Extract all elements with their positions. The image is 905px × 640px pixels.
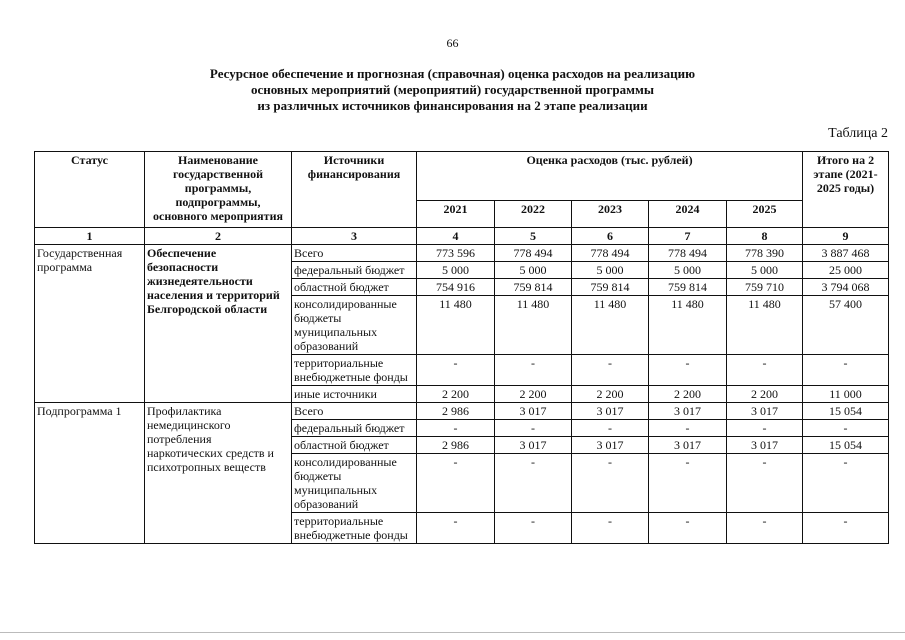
header-sources: Источники финансирования [292, 152, 417, 228]
year-value-cell: 778 494 [572, 245, 649, 262]
header-total: Итого на 2 этапе (2021-2025 годы) [803, 152, 889, 228]
header-year: 2021 [417, 201, 495, 228]
column-number-row [35, 228, 889, 245]
total-value-cell: - [803, 420, 889, 437]
column-number: 1 [35, 228, 145, 245]
column-number: 6 [572, 228, 649, 245]
year-value-cell: - [495, 513, 572, 544]
year-value-cell: 11 480 [417, 296, 495, 355]
year-value-cell: 5 000 [649, 262, 727, 279]
year-value-cell: 759 814 [572, 279, 649, 296]
funding-source-cell: областной бюджет [292, 279, 417, 296]
year-value-cell: - [649, 420, 727, 437]
column-number: 4 [417, 228, 495, 245]
funding-source-cell: территориальные внебюджетные фонды [292, 355, 417, 386]
table-row [35, 403, 889, 420]
year-value-cell: - [495, 454, 572, 513]
budget-table [34, 151, 889, 544]
column-number: 8 [727, 228, 803, 245]
year-value-cell: 11 480 [727, 296, 803, 355]
page-number: 66 [446, 36, 459, 50]
table-row [35, 245, 889, 262]
year-value-cell: - [727, 420, 803, 437]
year-value-cell: - [649, 454, 727, 513]
year-value-cell: 2 986 [417, 403, 495, 420]
total-value-cell: 11 000 [803, 386, 889, 403]
year-value-cell: 2 200 [649, 386, 727, 403]
year-value-cell: 3 017 [495, 437, 572, 454]
program-name-cell: Обеспечение безопасности жизнедеятельности населения и территорий Белгородской области [145, 245, 292, 403]
year-value-cell: 11 480 [572, 296, 649, 355]
year-value-cell: 759 710 [727, 279, 803, 296]
year-value-cell: - [649, 513, 727, 544]
total-value-cell: 15 054 [803, 403, 889, 420]
year-value-cell: 2 200 [417, 386, 495, 403]
funding-source-cell: федеральный бюджет [292, 420, 417, 437]
year-value-cell: 759 814 [495, 279, 572, 296]
total-value-cell: 25 000 [803, 262, 889, 279]
column-number: 5 [495, 228, 572, 245]
year-value-cell: 759 814 [649, 279, 727, 296]
table-body [35, 228, 889, 544]
bottom-rule [0, 632, 905, 634]
status-cell: Государственная программа [35, 245, 145, 403]
year-value-cell: - [727, 355, 803, 386]
header-estimate: Оценка расходов (тыс. рублей) [417, 152, 803, 201]
funding-source-cell: Всего [292, 403, 417, 420]
funding-source-cell: иные источники [292, 386, 417, 403]
total-value-cell: 15 054 [803, 437, 889, 454]
year-value-cell: 11 480 [649, 296, 727, 355]
year-value-cell: - [572, 355, 649, 386]
total-value-cell: 3 887 468 [803, 245, 889, 262]
year-value-cell: 3 017 [572, 403, 649, 420]
year-value-cell: 773 596 [417, 245, 495, 262]
year-value-cell: 778 494 [495, 245, 572, 262]
header-year: 2022 [495, 201, 572, 228]
program-name-cell: Профилактика немедицинского потребления наркотических средств и психотропных веществ [145, 403, 292, 544]
document-title [0, 66, 905, 114]
total-value-cell: - [803, 454, 889, 513]
year-value-cell: - [727, 513, 803, 544]
year-value-cell: - [572, 454, 649, 513]
status-cell: Подпрограмма 1 [35, 403, 145, 544]
year-value-cell: - [417, 454, 495, 513]
year-value-cell: 11 480 [495, 296, 572, 355]
year-value-cell: 5 000 [572, 262, 649, 279]
year-value-cell: 3 017 [495, 403, 572, 420]
column-number: 3 [292, 228, 417, 245]
total-value-cell: - [803, 355, 889, 386]
funding-source-cell: федеральный бюджет [292, 262, 417, 279]
year-value-cell: 754 916 [417, 279, 495, 296]
year-value-cell: 2 200 [727, 386, 803, 403]
column-number: 2 [145, 228, 292, 245]
year-value-cell: - [572, 420, 649, 437]
year-value-cell: 2 200 [572, 386, 649, 403]
year-value-cell: - [417, 355, 495, 386]
total-value-cell: 57 400 [803, 296, 889, 355]
funding-source-cell: областной бюджет [292, 437, 417, 454]
funding-source-cell: консолидированные бюджеты муниципальных образований [292, 296, 417, 355]
title-line: из различных источников финансирования на 2 этапе реализации [257, 98, 648, 113]
year-value-cell: 778 494 [649, 245, 727, 262]
column-number: 9 [803, 228, 889, 245]
year-value-cell: 3 017 [727, 403, 803, 420]
year-value-cell: - [417, 513, 495, 544]
total-value-cell: - [803, 513, 889, 544]
year-value-cell: - [572, 513, 649, 544]
year-value-cell: - [727, 454, 803, 513]
year-value-cell: - [649, 355, 727, 386]
year-value-cell: 5 000 [417, 262, 495, 279]
header-year: 2024 [649, 201, 727, 228]
year-value-cell: - [495, 420, 572, 437]
year-value-cell: 5 000 [727, 262, 803, 279]
year-value-cell: - [417, 420, 495, 437]
table-label: Таблица 2 [828, 126, 888, 141]
year-value-cell: 3 017 [649, 437, 727, 454]
column-number: 7 [649, 228, 727, 245]
year-value-cell: 3 017 [572, 437, 649, 454]
header-name: Наименование государственной программы, подпрограммы, основного мероприятия [145, 152, 292, 228]
year-value-cell: 778 390 [727, 245, 803, 262]
year-value-cell: 2 986 [417, 437, 495, 454]
year-value-cell: 5 000 [495, 262, 572, 279]
title-line: Ресурсное обеспечение и прогнозная (справочная) оценка расходов на реализацию [209, 66, 696, 81]
funding-source-cell: территориальные внебюджетные фонды [292, 513, 417, 544]
header-year: 2023 [572, 201, 649, 228]
total-value-cell: 3 794 068 [803, 279, 889, 296]
header-year: 2025 [727, 201, 803, 228]
funding-source-cell: Всего [292, 245, 417, 262]
funding-source-cell: консолидированные бюджеты муниципальных образований [292, 454, 417, 513]
year-value-cell: - [495, 355, 572, 386]
header-status: Статус [35, 152, 145, 228]
year-value-cell: 3 017 [727, 437, 803, 454]
year-value-cell: 2 200 [495, 386, 572, 403]
year-value-cell: 3 017 [649, 403, 727, 420]
title-line: основных мероприятий (мероприятий) государственной программы [251, 82, 654, 97]
